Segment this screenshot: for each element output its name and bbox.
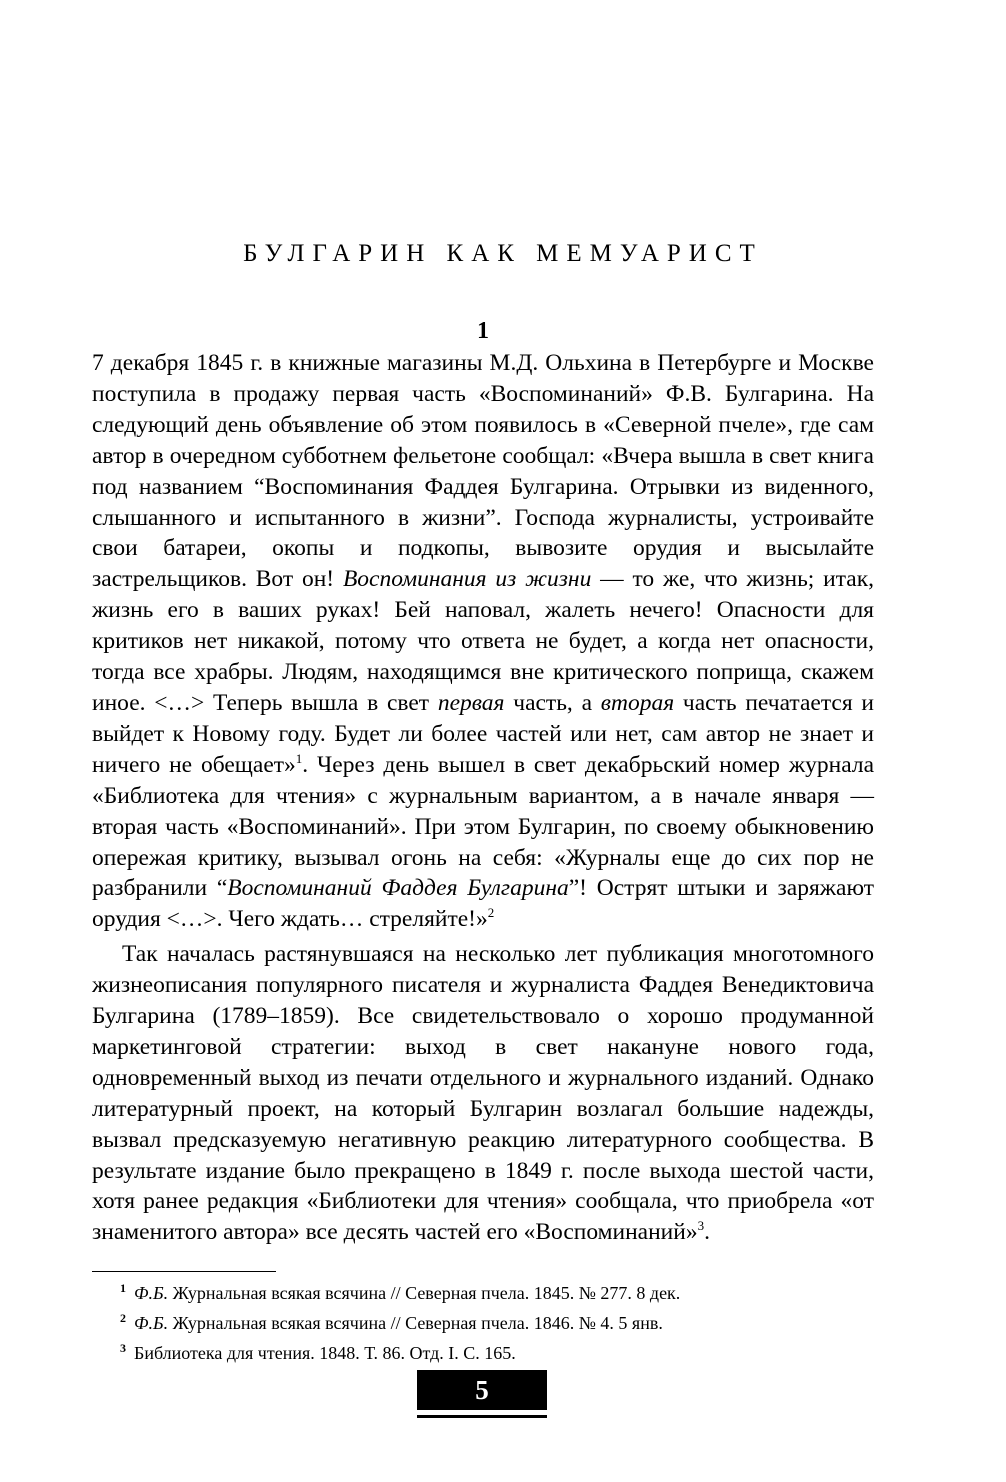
text-span: — то же, что жизнь; итак, жизнь его в ваших руках! Бей наповал, жалеть нечего! Опасности для критиков нет никакой, потому что ответа не будет, а когда нет опасности, тогда все храбры. Людям, находящимся вне критического поприща, скажем иное. <…> Теперь вышла в свет [92,566,874,716]
italic-span: вторая [600,689,675,716]
footnote-number: 2 [120,1311,126,1325]
footnote-author: Ф.Б. [134,1313,169,1333]
paragraph-2 [92,939,874,1248]
italic-span: Воспоминания из жизни [342,566,592,593]
text-span: 7 декабря 1845 г. в книжные магазины М.Д. Ольхина в Петербурге и Москве поступила в продажу первая часть «Воспоминаний» Ф.В. Булгарина. На следующий день объявление об этом появилось в «Северной пчеле», где сам автор в очередном субботнем фельетоне сообщал: «Вчера вышла в свет книга под названием “Воспоминания Фаддея Булгарина. Отрывки из виденного, слышанного и испытанного в жизни”. Господа журналисты, устроивайте свои батареи, окопы и подкопы, вывозите орудия и высылайте застрельщиков. Вот он! [92,350,874,593]
footnote-divider [92,1271,276,1272]
chapter-title: БУЛГАРИН КАК МЕМУАРИСТ [243,240,763,267]
footnote-item [120,1306,880,1336]
page-number-underline [417,1415,547,1418]
page-number: 5 [417,1370,547,1410]
footnote-item [120,1336,880,1366]
text-span: часть печатается и выйдет к Новому году. Будет ли более частей или нет, сам автор не знает и ничего не обещает» [92,689,874,778]
footnote-number: 3 [120,1341,126,1355]
section-number: 1 [477,318,489,344]
footnotes-list [120,1276,880,1366]
footnote-author: Ф.Б. [134,1283,169,1303]
italic-span: Воспоминаний Фаддея Булгарина [227,875,569,902]
italic-span: первая [437,689,505,716]
footnote-text: Журнальная всякая всячина // Северная пчела. 1845. № 277. 8 дек. [168,1283,681,1303]
footnote-number: 1 [120,1281,126,1295]
paragraph-1 [92,348,874,935]
footnote-text: Библиотека для чтения. 1848. Т. 86. Отд. I. С. 165. [134,1343,516,1363]
text-span: . Через день вышел в свет декабрьский номер журнала «Библиотека для чтения» с журнальным вариантом, а в начале января — вторая часть «Воспоминаний». При этом Булгарин, по своему обыкновению опережая критику, вызывал огонь на себя: «Журналы еще до сих пор не разбранили “ [92,751,875,902]
text-span: часть, а [504,689,601,716]
text-span: . [704,1219,710,1246]
text-span: ”! Острят штыки и заряжают орудия <…>. Чего ждать… стреляйте!» [92,875,874,933]
main-text [92,348,874,1248]
footnote-item [120,1276,880,1306]
footnote-ref-2[interactable]: 2 [487,905,495,921]
footnote-text: Журнальная всякая всячина // Северная пчела. 1846. № 4. 5 янв. [168,1313,663,1333]
text-span: Так началась растянувшаяся на несколько лет публикация многотомного жизнеописания популярного писателя и журналиста Фаддея Венедиктовича Булгарина (1789–1859). Все свидетельствовало о хорошо продуманной маркетинговой стратегии: выход в свет накануне нового года, одновременный выход из печати отдельного и журнального изданий. Однако литературный проект, на который Булгарин возлагал большие надежды, вызвал предсказуемую негативную реакцию литературного сообщества. В результате издание было прекращено в 1849 г. после выхода шестой части, хотя ранее редакция «Библиотеки для чтения» сообщала, что приобрела «от знаменитого автора» все десять частей его «Воспоминаний» [92,941,874,1246]
footnote-ref-3[interactable]: 3 [697,1218,705,1234]
footnote-ref-1[interactable]: 1 [295,750,303,766]
